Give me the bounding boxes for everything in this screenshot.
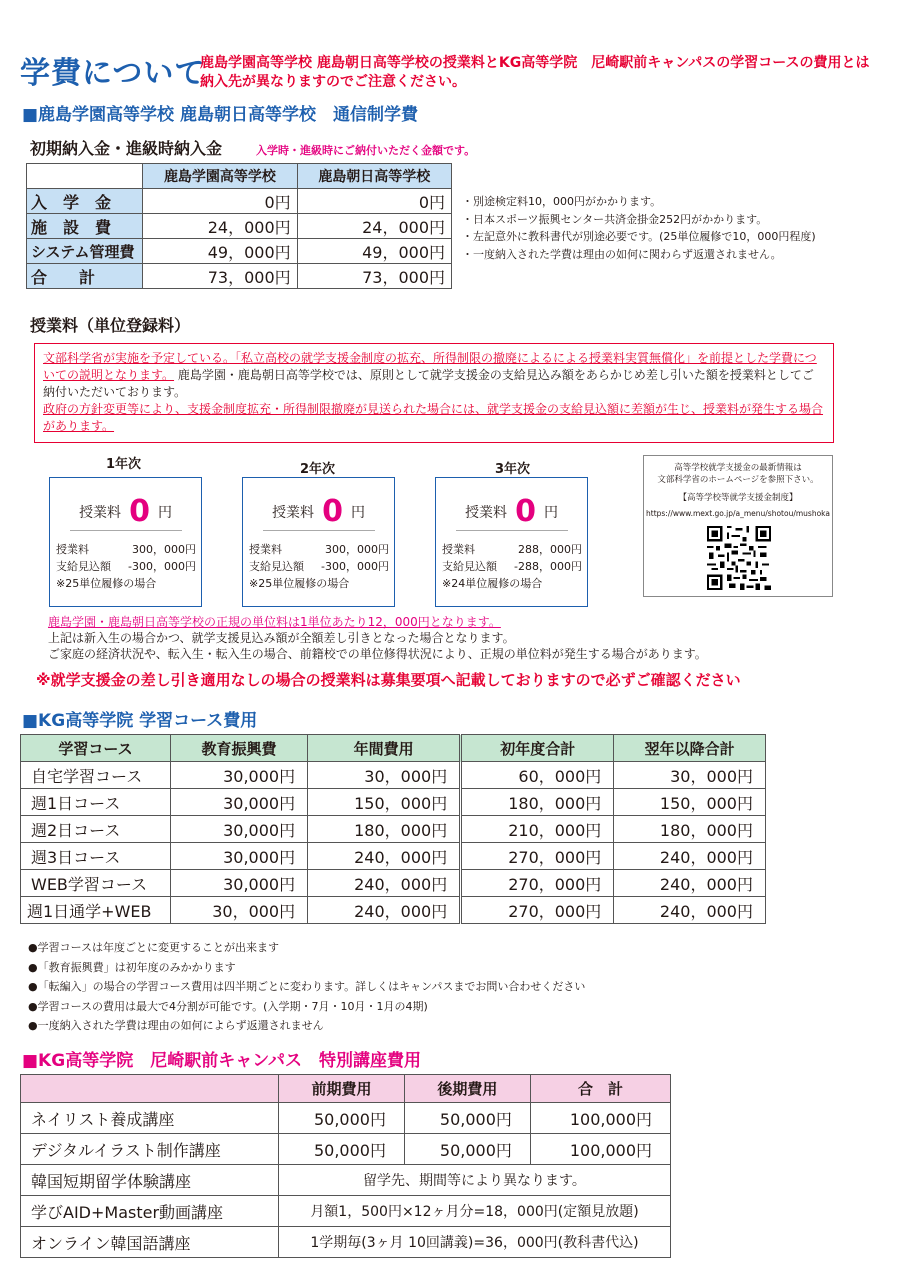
cell-value: 月額1，500円×12ヶ月分=18，000円(定額見放題)	[279, 1196, 671, 1227]
cell-value: 240，000円	[614, 843, 766, 870]
title-note: 鹿島学園高等学校 鹿島朝日高等学校の授業料とKG高等学院 尼崎駅前キャンパスの学習コースの費用とは納入先が異なりますのでご注意ください。	[200, 55, 870, 90]
cell-value: 180，000円	[614, 816, 766, 843]
cell-value: 180，000円	[308, 816, 461, 843]
cell-value: 30,000円	[171, 762, 308, 789]
table-header-row	[21, 1075, 671, 1103]
special-course-table	[20, 1074, 671, 1258]
tuition-card-year-3	[435, 477, 588, 607]
qr-code-icon[interactable]	[707, 526, 771, 590]
cell-value: 24，000円	[297, 214, 451, 239]
year-label-2: 2年次	[300, 462, 336, 477]
fee-unit: 円	[157, 505, 172, 521]
course-name: WEB学習コース	[21, 870, 171, 897]
cell-value: 270，000円	[461, 897, 614, 924]
note-line: ・別途検定料10，000円がかかります。	[462, 195, 662, 208]
table-row	[21, 816, 766, 843]
note-line: ●「教育振興費」は初年度のみかかります	[28, 960, 236, 974]
table-row	[27, 189, 452, 214]
fee-breakdown	[56, 541, 196, 592]
table-row	[27, 214, 452, 239]
fee-unit: 円	[350, 505, 365, 521]
breakdown-value: 288，000円	[518, 543, 582, 556]
info-text: 文部科学省のホームページを参照下さい。	[657, 475, 819, 485]
fee-label: 授業料	[272, 505, 315, 521]
cell-value: 100,000円	[530, 1134, 670, 1165]
breakdown-key: 授業料	[56, 543, 89, 556]
initial-payment-table	[26, 163, 452, 289]
table-corner	[27, 164, 143, 189]
unit-fee-note: 鹿島学園・鹿島朝日高等学校の正規の単位料は1単位あたり12，000円となります。	[48, 615, 501, 629]
column-header: 年間費用	[308, 735, 461, 762]
row-label: システム管理費	[27, 239, 143, 264]
tuition-heading: 授業料（単位登録料）	[30, 316, 191, 335]
note-line: ・日本スポーツ振興センター共済金掛金252円がかかります。	[462, 212, 768, 226]
initial-payment-heading: 初期納入金・進級時納入金	[30, 139, 223, 158]
cell-value: 30,000円	[171, 816, 308, 843]
table-header-row	[27, 164, 452, 189]
note-line: ●学習コースは年度ごとに変更することが出来ます	[28, 941, 280, 954]
column-header: 鹿島朝日高等学校	[297, 164, 451, 189]
cell-value: 24，000円	[143, 214, 297, 239]
cell-value: 50,000円	[404, 1134, 530, 1165]
info-title: 【高等学校等就学支援金制度】	[678, 493, 798, 503]
info-url[interactable]: https://www.mext.go.jp/a_menu/shotou/mushoka	[646, 509, 830, 518]
breakdown-key: 支給見込額	[249, 560, 304, 573]
cell-value: 1学期毎(3ヶ月 10回講義)=36，000円(教科書代込)	[279, 1227, 671, 1258]
course-name: 学びAID+Master動画講座	[21, 1196, 279, 1227]
cell-value: 30,000円	[171, 870, 308, 897]
table-row	[21, 762, 766, 789]
breakdown-key: 授業料	[442, 543, 475, 556]
fee-amount: 0	[129, 494, 150, 529]
table-row	[27, 239, 452, 264]
row-label: 合 計	[27, 264, 143, 289]
section-heading-special: ■KG高等学院 尼崎駅前キャンパス 特別講座費用	[22, 1051, 421, 1071]
warning-text: ※就学支援金の差し引き適用なしの場合の授業料は募集要項へ記載しておりますので必ずご確認ください	[36, 671, 741, 689]
fee-breakdown	[442, 541, 582, 592]
support-info-box	[643, 455, 833, 597]
breakdown-key: 授業料	[249, 543, 282, 556]
fee-amount: 0	[515, 494, 536, 529]
cell-value: 0円	[297, 189, 451, 214]
breakdown-value: -300，000円	[321, 560, 389, 573]
breakdown-key: 支給見込額	[442, 560, 497, 573]
notice-text-1: 文部科学省が実施を予定している。「私立高校の就学支援金制度の拡充、所得制限の撤廃によるによる授業料実質無償化」を前提とした学費についての説明となります。	[43, 351, 817, 382]
table-header-row	[21, 735, 766, 762]
table-row	[27, 264, 452, 289]
table-row	[21, 897, 766, 924]
column-header: 合 計	[530, 1075, 670, 1103]
page-title: 学費について	[20, 56, 206, 91]
course-name: オンライン韓国語講座	[21, 1227, 279, 1258]
table-row	[21, 843, 766, 870]
breakdown-value: 300，000円	[325, 543, 389, 556]
cell-value: 30,000円	[171, 843, 308, 870]
table-row	[21, 1103, 671, 1134]
cell-value: 240，000円	[614, 870, 766, 897]
column-header: 教育振興費	[171, 735, 308, 762]
cell-value: 180，000円	[461, 789, 614, 816]
cell-value: 留学先、期間等により異なります。	[279, 1165, 671, 1196]
fee-label: 授業料	[465, 505, 508, 521]
column-header	[21, 1075, 279, 1103]
cell-value: 50,000円	[404, 1103, 530, 1134]
cell-value: 240，000円	[308, 843, 461, 870]
kg-course-notes	[28, 938, 585, 1036]
cell-value: 240，000円	[308, 897, 461, 924]
breakdown-value: -300，000円	[128, 560, 196, 573]
breakdown-note: ※24単位履修の場合	[442, 577, 543, 590]
unit-fee-note: ご家庭の経済状況や、転入生・転入生の場合、前籍校での単位修得状況により、正規の単位料が発生する場合があります。	[48, 647, 707, 661]
fee-line	[243, 494, 394, 529]
note-line: ・左記意外に教科書代が別途必要です。(25単位履修で10，000円程度)	[462, 230, 816, 243]
cell-value: 60，000円	[461, 762, 614, 789]
cell-value: 30，000円	[614, 762, 766, 789]
fee-breakdown	[249, 541, 389, 592]
cell-value: 73，000円	[143, 264, 297, 289]
note-line: ●一度納入された学費は理由の如何によらず返還されません	[28, 1019, 324, 1032]
cell-value: 50,000円	[279, 1134, 405, 1165]
table-row	[21, 1196, 671, 1227]
breakdown-key: 支給見込額	[56, 560, 111, 573]
initial-payment-notes	[462, 193, 816, 263]
table-row	[21, 1134, 671, 1165]
note-line: ●「転編入」の場合の学習コース費用は四半期ごとに変わります。詳しくはキャンパスまでお問い合わせください	[28, 980, 586, 993]
unit-fee-note: 上記は新入生の場合かつ、就学支援見込み額が全額差し引きとなった場合となります。	[48, 631, 515, 645]
row-label: 入 学 金	[27, 189, 143, 214]
year-label-1: 1年次	[106, 457, 142, 472]
cell-value: 50,000円	[279, 1103, 405, 1134]
cell-value: 240，000円	[308, 870, 461, 897]
table-row	[21, 789, 766, 816]
column-header: 初年度合計	[461, 735, 614, 762]
section-heading-kg-course: ■KG高等学院 学習コース費用	[22, 711, 258, 731]
course-name: 韓国短期留学体験講座	[21, 1165, 279, 1196]
column-header: 前期費用	[279, 1075, 405, 1103]
breakdown-note: ※25単位履修の場合	[56, 577, 157, 590]
table-row	[21, 870, 766, 897]
note-line: ・一度納入された学費は理由の如何に関わらず返還されません。	[462, 247, 782, 261]
note-line: ●学習コースの費用は最大で4分割が可能です。(入学期・7月・10月・1月の4期)	[28, 999, 428, 1013]
table-row	[21, 1227, 671, 1258]
fee-line	[50, 494, 201, 529]
cell-value: 100,000円	[530, 1103, 670, 1134]
course-name: 自宅学習コース	[21, 762, 171, 789]
kg-course-table	[20, 734, 766, 924]
course-name: 週3日コース	[21, 843, 171, 870]
column-header: 翌年以降合計	[614, 735, 766, 762]
breakdown-value: 300，000円	[132, 543, 196, 556]
cell-value: 270，000円	[461, 870, 614, 897]
info-text: 高等学校就学支援金の最新情報は	[674, 463, 802, 473]
cell-value: 49，000円	[143, 239, 297, 264]
course-name: デジタルイラスト制作講座	[21, 1134, 279, 1165]
fee-unit: 円	[543, 505, 558, 521]
tuition-card-year-1	[49, 477, 202, 607]
row-label: 施 設 費	[27, 214, 143, 239]
fee-line	[436, 494, 587, 529]
cell-value: 150，000円	[308, 789, 461, 816]
column-header: 鹿島学園高等学校	[143, 164, 297, 189]
cell-value: 210，000円	[461, 816, 614, 843]
notice-text-2: 鹿島学園・鹿島朝日高等学校では、原則として就学支援金の支給見込み額をあらかじめ差し引いた額を授業料としてご納付いただいております。	[43, 368, 814, 399]
year-label-3: 3年次	[495, 462, 531, 477]
notice-box	[34, 343, 834, 443]
cell-value: 150，000円	[614, 789, 766, 816]
course-name: ネイリスト養成講座	[21, 1103, 279, 1134]
cell-value: 30，000円	[171, 897, 308, 924]
fee-label: 授業料	[79, 505, 122, 521]
cell-value: 30,000円	[171, 789, 308, 816]
breakdown-note: ※25単位履修の場合	[249, 577, 350, 590]
table-row	[21, 1165, 671, 1196]
cell-value: 0円	[143, 189, 297, 214]
cell-value: 73，000円	[297, 264, 451, 289]
breakdown-value: -288，000円	[514, 560, 582, 573]
cell-value: 240，000円	[614, 897, 766, 924]
initial-payment-note: 入学時・進級時にご納付いただく金額です。	[256, 144, 476, 157]
notice-text-3: 政府の方針変更等により、支援金制度拡充・所得制限撤廃が見送られた場合には、就学支援金の支給見込額に差額が生じ、授業料が発生する場合があります。	[43, 402, 824, 433]
fee-amount: 0	[322, 494, 343, 529]
course-name: 週1日コース	[21, 789, 171, 816]
column-header: 後期費用	[404, 1075, 530, 1103]
section-heading-kashima: ■鹿島学園高等学校 鹿島朝日高等学校 通信制学費	[22, 105, 418, 125]
column-header: 学習コース	[21, 735, 171, 762]
cell-value: 270，000円	[461, 843, 614, 870]
course-name: 週1日通学+WEB	[21, 897, 171, 924]
course-name: 週2日コース	[21, 816, 171, 843]
tuition-card-year-2	[242, 477, 395, 607]
unit-fee-notes	[48, 614, 707, 662]
cell-value: 30，000円	[308, 762, 461, 789]
cell-value: 49，000円	[297, 239, 451, 264]
